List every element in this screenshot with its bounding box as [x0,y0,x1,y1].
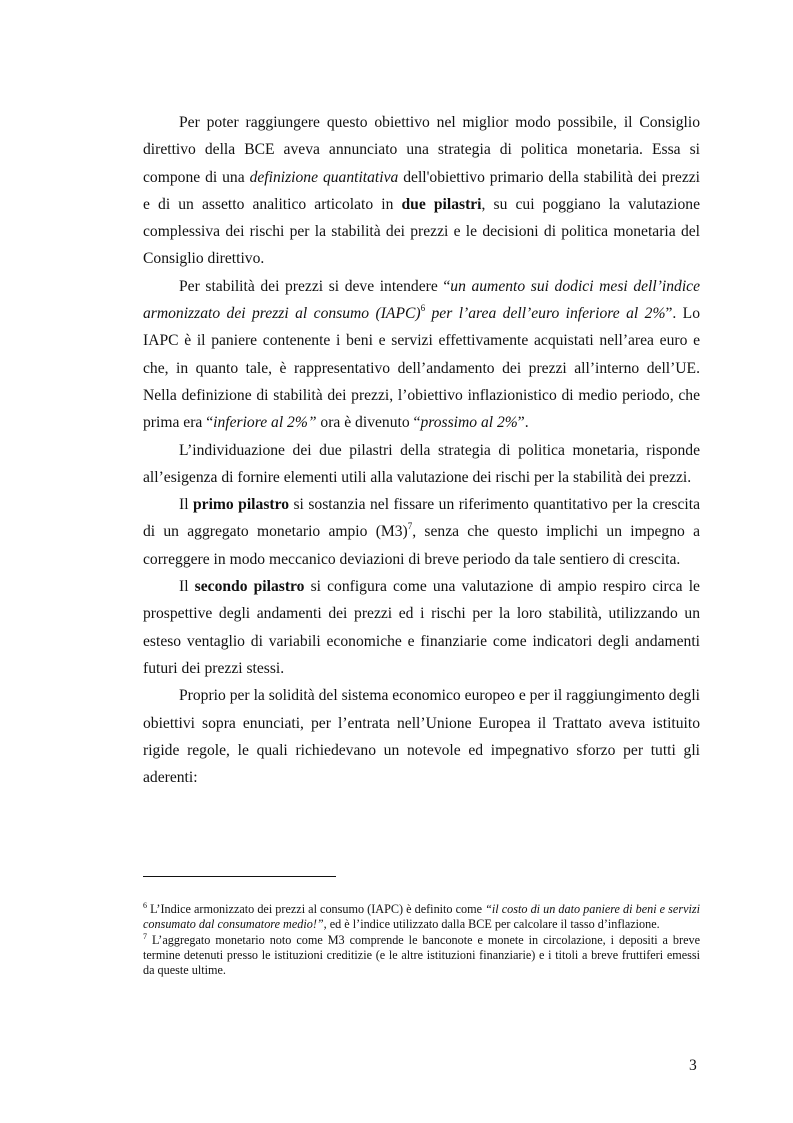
paragraph-4: Il primo pilastro si sostanzia nel fissare un riferimento quantitativo per la crescita di un aggregato monetario ampio $(M3)^7$, senza che questo implichi un impegno a correggere in modo meccanico deviazioni di breve periodo da tale sentiero di crescita. [143,496,701,568]
footnote-ref-6[interactable]: 6 [420,303,426,314]
footnote-ref-7[interactable]: 7 [407,521,413,532]
footnote-separator [143,876,336,877]
paragraph-6: Proprio per la solidità del sistema economico europeo e per il raggiungimento degli obiettivi sopra enunciati, per l’entrata nell’Unione Europea il Trattato aveva istituito rigide regole, le quali richiedevano un notevole ed impegnativo sforzo per tutti gli aderenti: [143,687,700,787]
paragraph-2: Per stabilità dei prezzi si deve intendere “un aumento sui dodici mesi dell’indice armonizzato dei prezzi al consumo (IAPC)$^6$ per l’area dell’euro inferiore al 2%”. Lo IAPC è il paniere contenente i beni e servizi effettivamente acquistati nell’area euro e che, in quanto tale, è rappresentativo dell’andamento dei prezzi all’interno dell’UE. Nella definizione di stabilità dei prezzi, l’obiettivo inflazionistico di medio periodo, che prima era “inferiore al 2%” ora è divenuto “prossimo al 2%”. [143,277,701,432]
paragraph-5: Il secondo pilastro si configura come una valutazione di ampio respiro circa le prospettive degli andamenti dei prezzi ed i rischi per la loro stabilità, utilizzando un esteso ventaglio di variabili economiche e finanziarie come indicatori degli andamenti futuri dei prezzi stessi. [143,578,700,677]
page-number: 3 [689,1057,697,1074]
paragraph-3: L’individuazione dei due pilastri della strategia di politica monetaria, risponde all’esigenza di fornire elementi utili alla valutazione dei rischi per la stabilità dei prezzi. [143,441,700,486]
footnotes [143,902,700,978]
paragraph-1: Per poter raggiungere questo obiettivo nel miglior modo possibile, il Consiglio direttivo della BCE aveva annunciato una strategia di politica monetaria. Essa si compone di una definizione quantitativa dell'obiettivo primario della stabilità dei prezzi e di un assetto analitico articolato in due pilastri, su cui poggiano la valutazione complessiva dei rischi per la stabilità dei prezzi e le decisioni di politica monetaria del Consiglio direttivo. [143,114,701,268]
footnote-7: $^7$ L’aggregato monetario noto come M3 comprende le banconote e monete in circolazione, i depositi a breve termine detenuti presso le istituzioni creditizie (e le altre istituzioni finanziarie) e i titoli a breve fruttiferi emessi da queste ultime. [143,931,700,978]
body-text [143,109,700,791]
footnote-6: $^6$ L’Indice armonizzato dei prezzi al consumo (IAPC) è definito come “il costo di un dato paniere di beni e servizi consumato dal consumatore medio!”, ed è l’indice utilizzato dalla BCE per calcolare il tasso d’inflazione. [143,901,700,932]
